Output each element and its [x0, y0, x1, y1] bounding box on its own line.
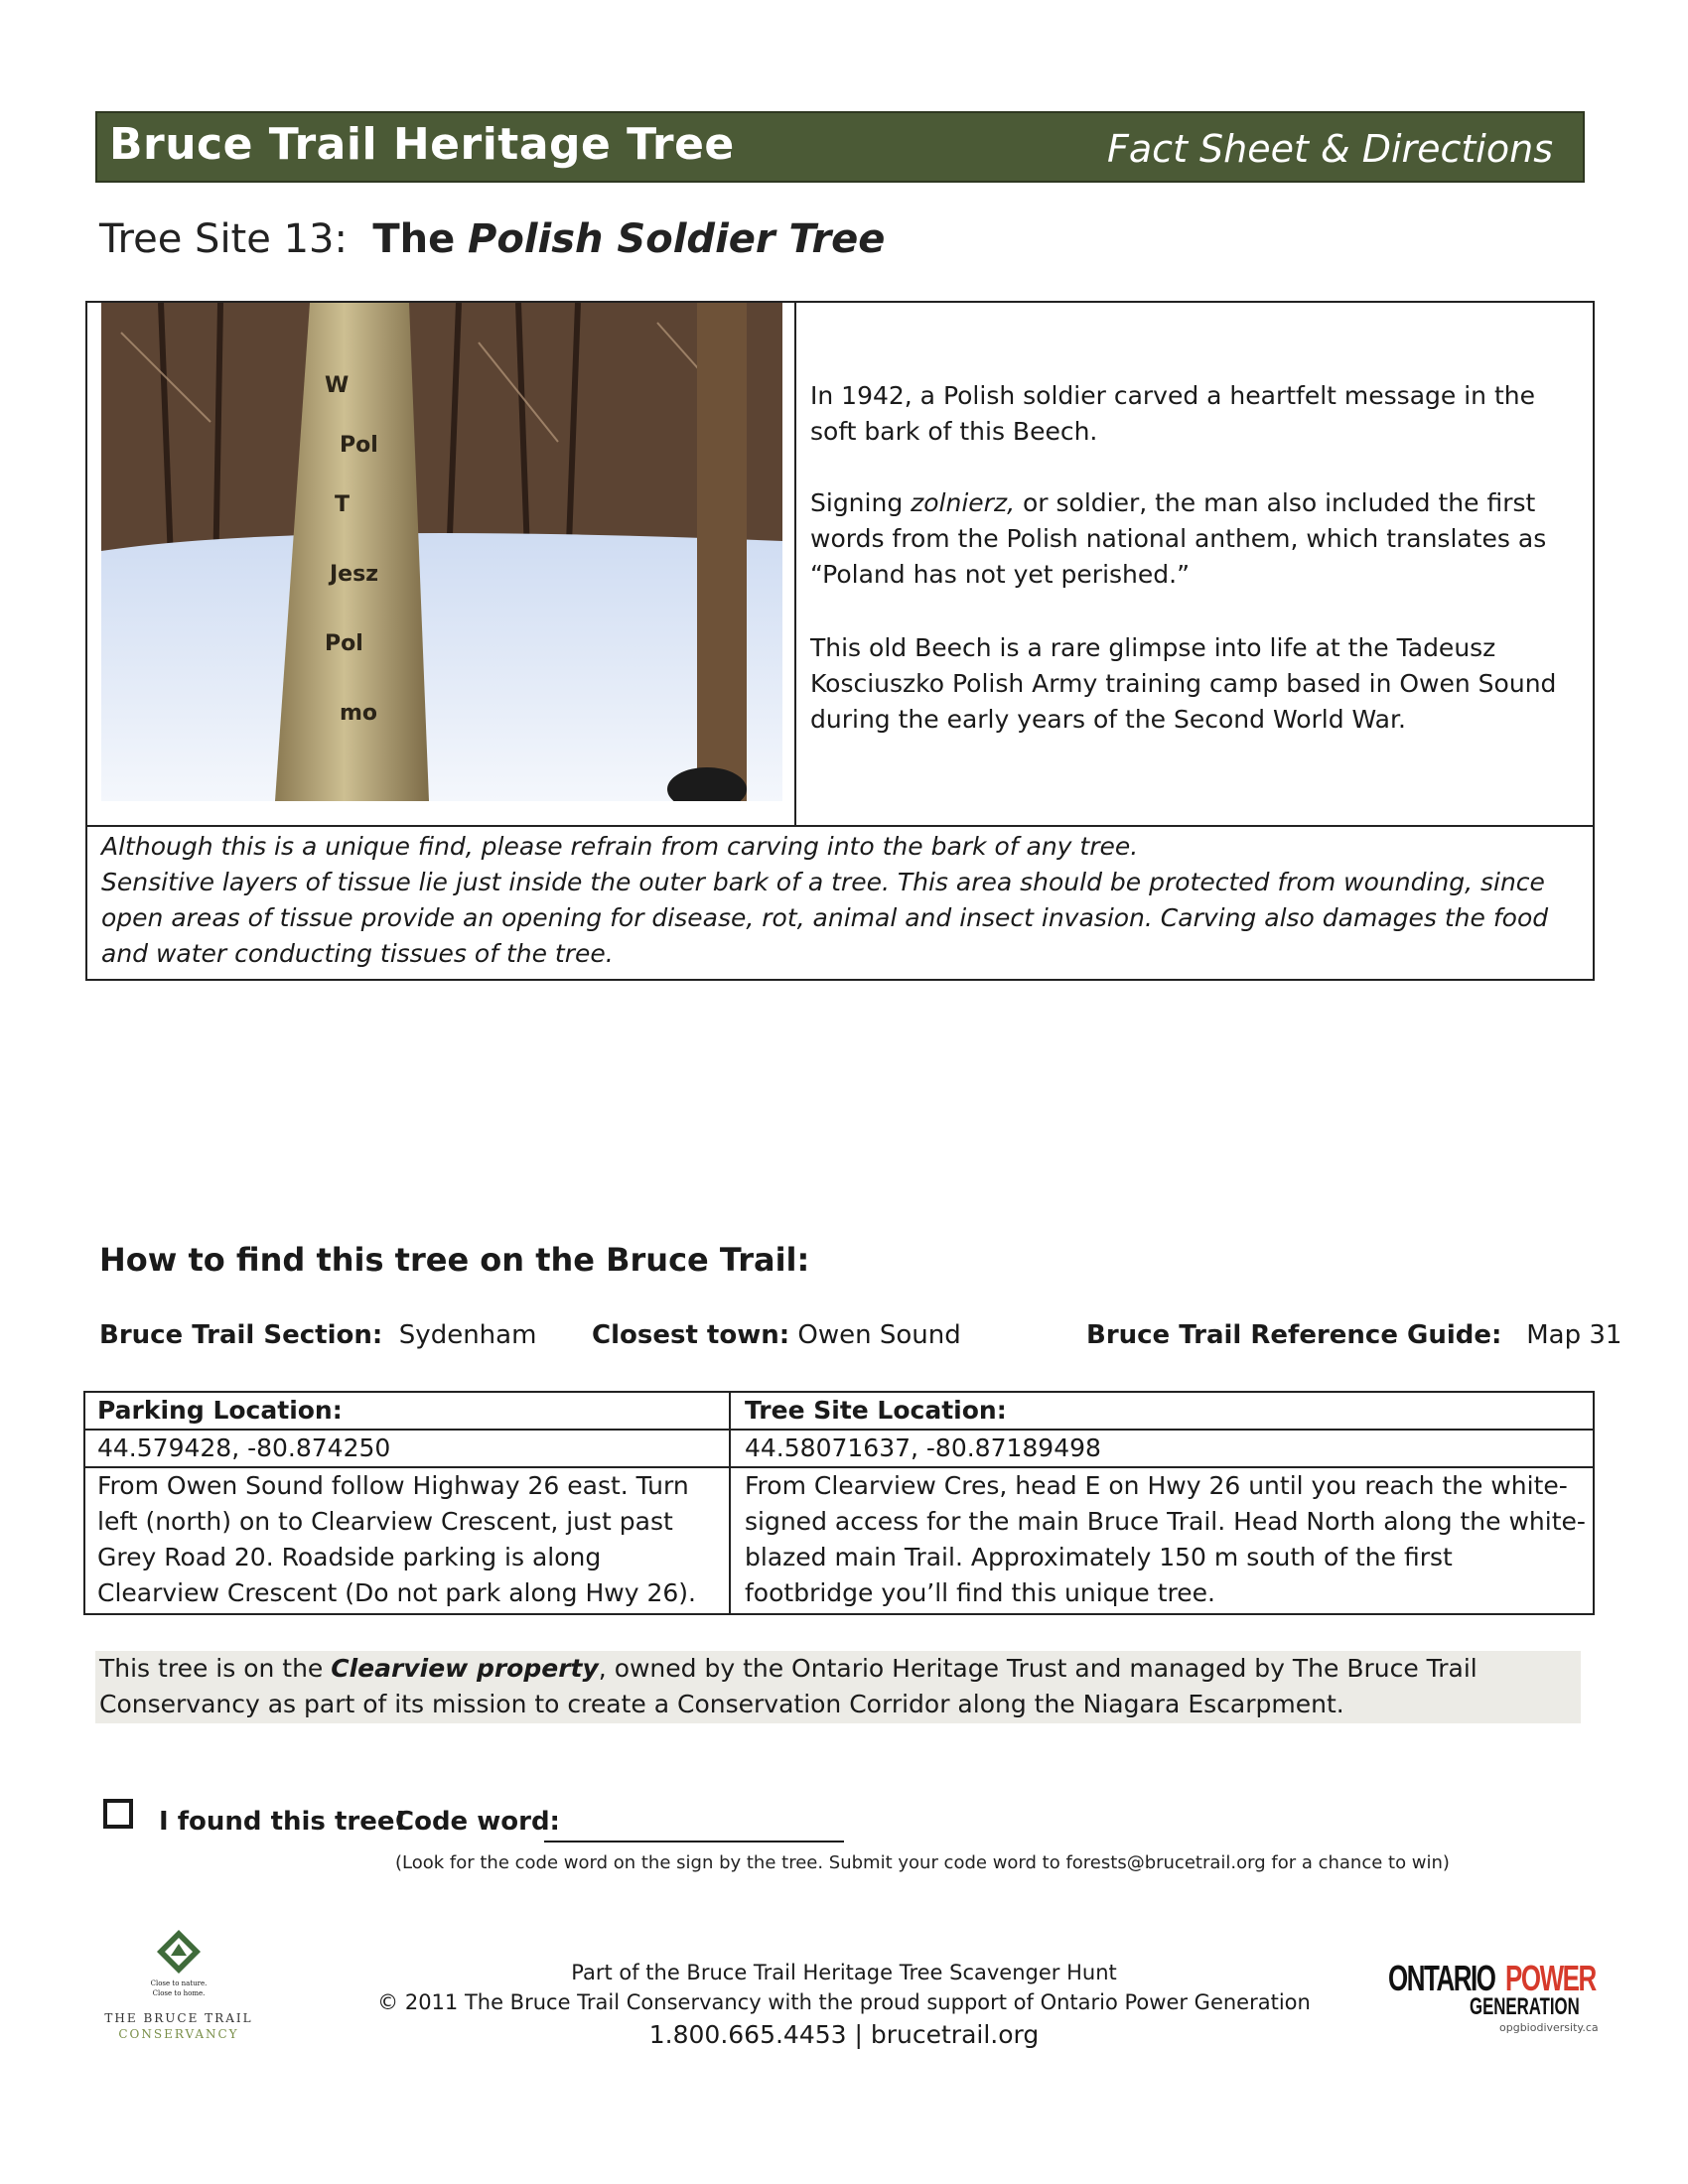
property-note: This tree is on the Clearview property, owned by the Ontario Heritage Trust and managed by The Bruce Trail Conservancy as part of its mission to create a Conservation Corridor along the Niagara Escarpment.	[95, 1651, 1581, 1723]
code-word-note: (Look for the code word on the sign by the tree. Submit your code word to forests@brucetrail.org for a chance to win)	[395, 1852, 1450, 1873]
found-checkbox[interactable]	[103, 1799, 133, 1829]
banner-title: Bruce Trail Heritage Tree	[109, 119, 735, 170]
parking-directions: From Owen Sound follow Highway 26 east. Turn left (north) on to Clearview Crescent, just past Grey Road 20. Roadside parking is along Clearview Crescent (Do not park along Hwy 26).	[97, 1471, 696, 1607]
tree-photo	[101, 303, 782, 801]
svg-text:mo: mo	[340, 701, 378, 726]
info-box	[85, 301, 1595, 981]
description-paragraph-2: Signing zolnierz, or soldier, the man also included the first words from the Polish national anthem, which translates as “Poland has not yet perished.”	[810, 488, 1547, 589]
directions-heading: How to find this tree on the Bruce Trail:	[99, 1241, 810, 1279]
description-cell	[796, 303, 1593, 827]
footer-contact: 1.800.665.4453 | brucetrail.org	[648, 2020, 1040, 2049]
description-paragraph-1: In 1942, a Polish soldier carved a heartfelt message in the soft bark of this Beech.	[810, 381, 1535, 446]
bruce-trail-conservancy-logo: Close to nature. Close to home. THE BRUCE TRAIL CONSERVANCY	[99, 1928, 258, 2047]
svg-text:Jesz: Jesz	[330, 562, 379, 587]
trail-section: Bruce Trail Section: Sydenham	[99, 1320, 537, 1350]
ontario-power-generation-logo: ONTARIO POWER GENERATION opgbiodiversity.ca	[1388, 1958, 1599, 2034]
site-number: Tree Site 13:	[99, 216, 348, 262]
parking-coords: 44.579428, -80.874250	[97, 1433, 391, 1462]
caution-note: Although this is a unique find, please refrain from carving into the bark of any tree. Sensitive layers of tissue lie just inside the outer bark of a tree. This area should be protected from wounding, since open areas of tissue provide an opening for disease, rot, animal and insect invasion. Carving also damages the food and water conducting tissues of the tree.	[101, 832, 1549, 968]
closest-town: Closest town: Owen Sound	[592, 1320, 961, 1350]
tree-site-coords: 44.58071637, -80.87189498	[745, 1433, 1101, 1462]
footer-copyright: © 2011 The Bruce Trail Conservancy with the proud support of Ontario Power Generation	[377, 1990, 1311, 2014]
locations-table	[83, 1391, 1595, 1615]
svg-text:W: W	[325, 373, 350, 398]
svg-text:Pol: Pol	[325, 631, 363, 656]
header-banner	[95, 111, 1585, 183]
tree-site-header: Tree Site Location:	[745, 1396, 1007, 1425]
found-label: I found this tree!	[159, 1807, 407, 1837]
page-title	[99, 216, 885, 262]
svg-text:T: T	[335, 492, 351, 517]
tree-site-directions: From Clearview Cres, head E on Hwy 26 until you reach the white-signed access for the main Bruce Trail. Head North along the white-blazed main Trail. Approximately 150 m south of the first footbridge you’ll find this unique tree.	[745, 1471, 1586, 1607]
banner-subtitle: Fact Sheet & Directions	[1107, 127, 1553, 171]
reference-guide: Bruce Trail Reference Guide: Map 31	[1086, 1320, 1622, 1350]
description-paragraph-3: This old Beech is a rare glimpse into life at the Tadeusz Kosciuszko Polish Army training camp based in Owen Sound during the early years of the Second World War.	[810, 633, 1557, 734]
photo-cell	[87, 303, 796, 827]
parking-header: Parking Location:	[97, 1396, 343, 1425]
code-word-field[interactable]	[544, 1841, 844, 1843]
code-word-label: Code word:	[395, 1807, 560, 1837]
footer-scavenger-hunt: Part of the Bruce Trail Heritage Tree Scavenger Hunt	[571, 1961, 1117, 1984]
svg-text:Pol: Pol	[340, 433, 378, 458]
site-name-the: The	[372, 216, 456, 262]
site-name: Polish Soldier Tree	[468, 216, 886, 262]
